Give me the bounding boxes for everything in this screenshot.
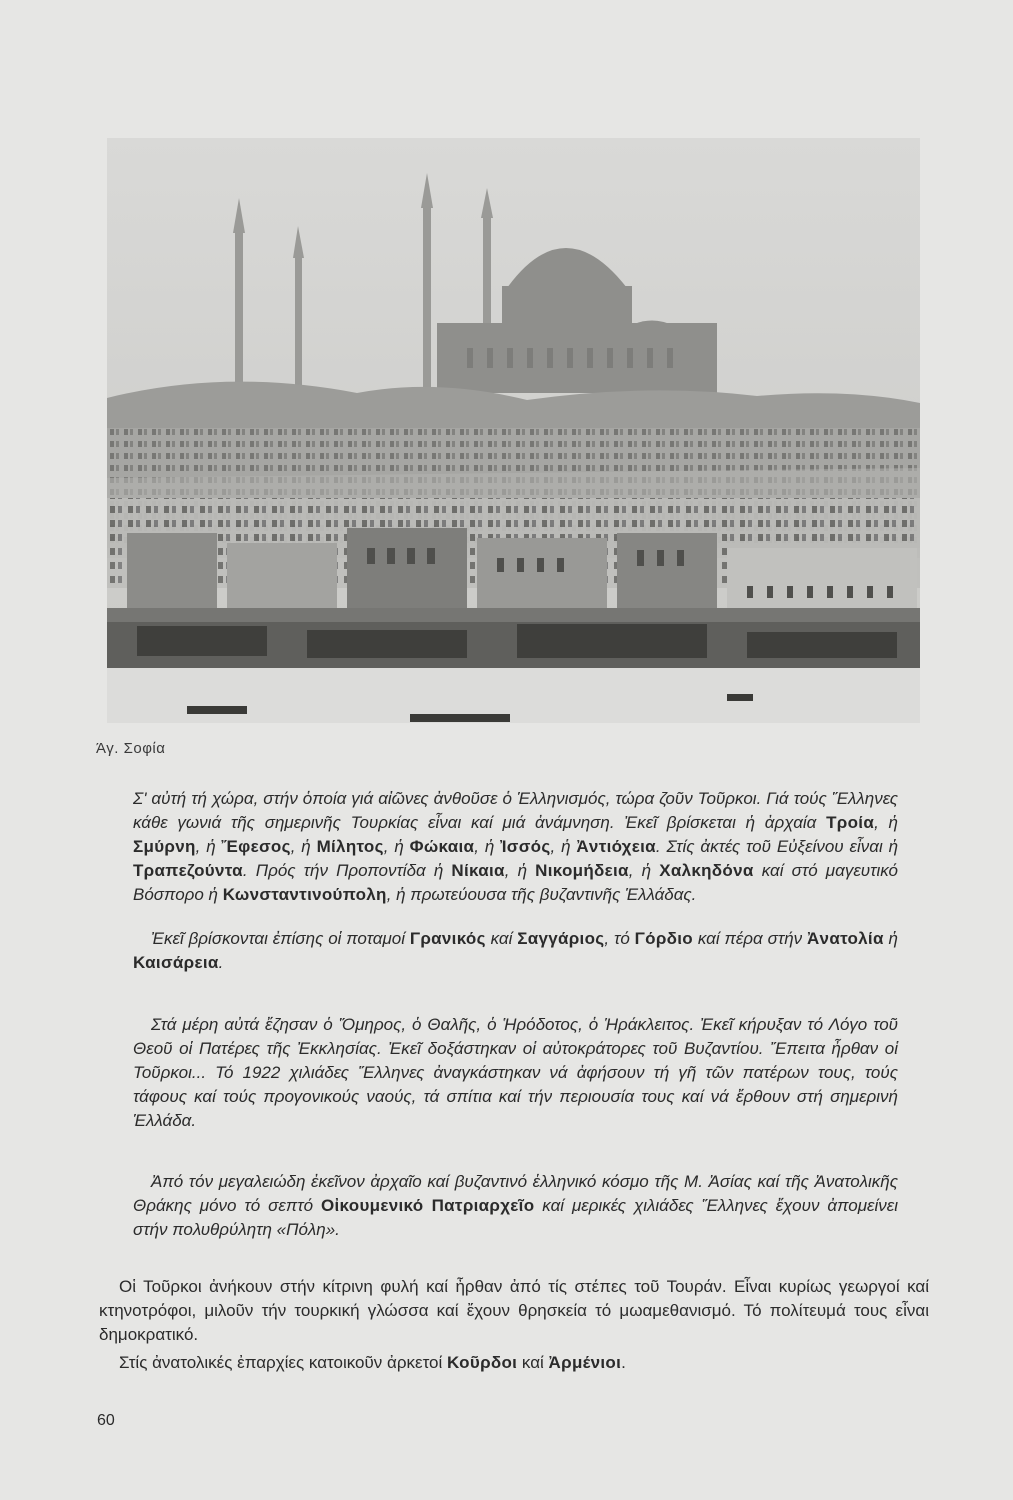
place-name: Ἰσσός: [500, 837, 551, 856]
paragraph-rivers: [133, 927, 898, 975]
text: καί: [485, 929, 518, 948]
text: . Πρός τήν Προποντίδα ἡ: [242, 861, 452, 880]
text: Σ' αὐτή τή χώρα, στήν ὁποία γιά αἰῶνες ἀνθοῦσε ὁ Ἑλληνισμός, τώρα ζοῦν Τοῦρκοι. Γιά τούς Ἕλληνες κάθε γωνιά τῆς σημερινῆς Τουρκίας εἶναι καί μιά ἀνάμνηση. Ἐκεῖ βρίσκεται ἡ ἀρχαία: [133, 789, 898, 832]
text: Ἀπό τόν μεγαλειώδη ἐκεῖνον ἀρχαῖο καί βυζαντινό ἑλληνικό κόσμο τῆς Μ. Ἀσίας καί τῆς Ἀνατολικῆς Θράκης μόνο τό σεπτό: [133, 1172, 898, 1215]
turks-text: Οἱ Τοῦρκοι ἀνήκουν στήν κίτρινη φυλή καί ἦρθαν ἀπό τίς στέπες τοῦ Τουράν. Εἶναι κυρίως γεωργοί καί κτηνοτρόφοι, μιλοῦν τήν τουρκική γλώσσα καί ἔχουν θρησκεία τό μωαμεθανισμό. Τό πολίτευμά τους εἶναι δημοκρατικό.: [99, 1277, 929, 1344]
people-name: Ἀρμένιοι: [548, 1353, 622, 1372]
paragraph-turks: [99, 1275, 929, 1347]
place-name: Κωνσταντινούπολη: [222, 885, 387, 904]
paragraph-history: [133, 1013, 898, 1133]
history-text: Στά μέρη αὐτά ἔζησαν ὁ Ὅμηρος, ὁ Θαλῆς, ὁ Ἡρόδοτος, ὁ Ἡράκλειτος. Ἐκεῖ κήρυξαν τό Λόγο τοῦ Θεοῦ οἱ Πατέρες τῆς Ἐκκλησίας. Ἐκεῖ δοξάστηκαν οἱ αὐτοκράτορες τοῦ Βυζαντίου. Ἔπειτα ἦρθαν οἱ Τοῦρκοι... Τό 1922 χιλιάδες Ἕλληνες ἀναγκάστηκαν νά ἀφήσουν τή γῆ τῶν πατέρων τους, τούς τάφους καί τούς προγονικούς ναούς, τά σπίτια καί τήν περιουσία τους καί νά ἔρθουν στή σημερινή Ἑλλάδα.: [133, 1015, 898, 1130]
place-name: Χαλκηδόνα: [659, 861, 754, 880]
place-name: Καισάρεια: [133, 953, 219, 972]
place-name: Σμύρνη: [133, 837, 196, 856]
mosque-photo-icon: [107, 138, 920, 723]
text: , τό: [604, 929, 635, 948]
place-name: Σαγγάριος: [517, 929, 605, 948]
text: , ἡ: [628, 861, 660, 880]
place-name: Τροία: [826, 813, 875, 832]
photo-caption: Άγ. Σοφία: [96, 740, 166, 757]
text: , ἡ: [195, 837, 222, 856]
place-name: Γρανικός: [409, 929, 486, 948]
place-name: Φώκαια: [409, 837, 475, 856]
people-name: Κοῦρδοι: [447, 1353, 518, 1372]
place-name: Τραπεζούντα: [133, 861, 243, 880]
place-name: Ἔφεσος: [221, 837, 291, 856]
text: καί: [517, 1353, 549, 1372]
place-name: Ἀνατολία: [806, 929, 884, 948]
text: , ἡ: [290, 837, 317, 856]
place-name: Γόρδιο: [634, 929, 693, 948]
text: καί στό μαγευτικό Βόσπορο ἡ: [133, 861, 899, 904]
text: , ἡ: [504, 861, 536, 880]
text: . Στίς ἀκτές τοῦ Εὐξείνου εἶναι ἡ: [655, 837, 899, 856]
text: .: [218, 953, 224, 972]
place-name: Ἀντιόχεια: [576, 837, 656, 856]
text: Ἐκεῖ βρίσκονται ἐπίσης οἱ ποταμοί: [151, 929, 410, 948]
page-number: 60: [97, 1412, 115, 1429]
text: .: [621, 1353, 626, 1372]
text: , ἡ πρωτεύουσα τῆς βυζαντινῆς Ἑλλάδας.: [386, 885, 697, 904]
place-name: Νικομήδεια: [535, 861, 629, 880]
place-name: Οἰκουμενικό Πατριαρχεῖο: [321, 1196, 535, 1215]
paragraph-patriarchate: [133, 1170, 898, 1242]
text: , ἡ: [474, 837, 501, 856]
place-name: Νίκαια: [451, 861, 505, 880]
text: ἡ: [883, 929, 898, 948]
text: καί πέρα στήν: [692, 929, 807, 948]
text: , ἡ: [550, 837, 577, 856]
text: , ἡ: [383, 837, 410, 856]
paragraph-minorities: [99, 1351, 929, 1375]
cityscape-photo: [107, 138, 920, 723]
place-name: Μίλητος: [316, 837, 384, 856]
text: , ἡ: [874, 813, 898, 832]
text: καί μερικές χιλιάδες Ἕλληνες ἔχουν ἀπομείνει στήν πολυθρύλητη «Πόλη».: [133, 1196, 898, 1239]
paragraph-greek-cities: [133, 787, 898, 907]
text: Στίς ἀνατολικές ἐπαρχίες κατοικοῦν ἀρκετοί: [119, 1353, 447, 1372]
